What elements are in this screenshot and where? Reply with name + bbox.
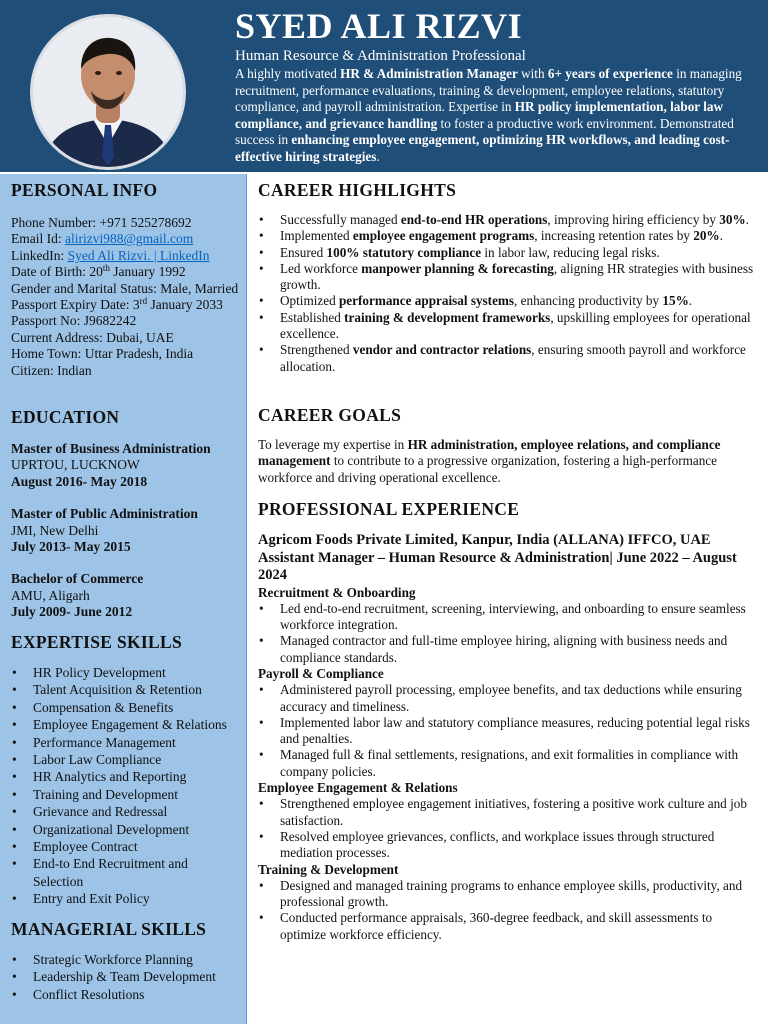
education-degree: Master of Public Administration [11, 506, 198, 522]
experience-bullet: • Resolved employee grievances, conflicts, and workplace issues through structured mediation processes. [258, 829, 756, 862]
dob-text: Date of Birth: 20 [11, 264, 103, 280]
expertise-skill-item: • Training and Development [11, 786, 241, 803]
education-school: AMU, Aligarh [11, 587, 90, 603]
managerial-skill-item: • Conflict Resolutions [11, 986, 241, 1003]
experience-bullet-list [258, 682, 756, 780]
phone-number: Phone Number: +971 525278692 [11, 215, 192, 230]
citizenship: Citizen: Indian [11, 362, 92, 378]
education-degree: Master of Business Administration [11, 441, 211, 456]
experience-bullet: • Administered payroll processing, employee benefits, and tax deductions while ensuring accuracy and timeliness. [258, 682, 756, 715]
experience-bullet-list [258, 878, 756, 943]
experience-bullet: • Managed full & final settlements, resignations, and exit formalities in compliance with company policies. [258, 747, 756, 780]
education-dates: July 2013- May 2015 [11, 539, 131, 555]
education-item [11, 441, 241, 490]
education-degree: Bachelor of Commerce [11, 571, 144, 587]
experience-bullet: • Strengthened employee engagement initiatives, fostering a positive work culture and job satisfaction. [258, 796, 756, 829]
email-label: Email Id: [11, 231, 65, 247]
experience-bullet-list [258, 601, 756, 666]
career-highlight-item: • Successfully managed end-to-end HR operations, improving hiring efficiency by 30%. [258, 212, 756, 228]
passport-expiry-ordinal: rd [139, 296, 148, 307]
career-highlight-item: • Implemented employee engagement programs, increasing retention rates by 20%. [258, 228, 756, 244]
education-dates: July 2009- June 2012 [11, 604, 133, 620]
experience-role: Assistant Manager – Human Resource & Administration| June 2022 – August 2024 [258, 549, 737, 583]
expertise-section [11, 631, 241, 908]
career-highlight-item: • Strengthened vendor and contractor relations, ensuring smooth payroll and workforce allocation. [258, 342, 756, 375]
experience-subsection-heading: Training & Development [258, 861, 399, 877]
sidebar [0, 174, 247, 1024]
experience-subsection-heading: Recruitment & Onboarding [258, 584, 416, 600]
current-address: Current Address: Dubai, UAE [11, 329, 174, 345]
education-dates: August 2016- May 2018 [11, 473, 148, 489]
expertise-skill-item: • Entry and Exit Policy [11, 890, 241, 907]
personal-info-section [11, 179, 241, 379]
experience-bullet: • Conducted performance appraisals, 360-degree feedback, and skill assessments to optimize workforce efficiency. [258, 910, 756, 943]
section-title-professional-experience: PROFESSIONAL EXPERIENCE [258, 499, 520, 519]
career-highlights-section [258, 179, 756, 375]
passport-number: Passport No: J9682242 [11, 313, 137, 329]
passport-expiry-month-year: January 2033 [147, 297, 223, 313]
expertise-skill-item: • HR Policy Development [11, 664, 241, 681]
experience-subsection-heading: Payroll & Compliance [258, 665, 384, 681]
education-school: UPRTOU, LUCKNOW [11, 457, 140, 473]
profile-summary: A highly motivated HR & Administration Manager with 6+ years of experience in managing recruitment, performance evaluations, training & development, employee relations, statutory compliance, and payroll administration. Expertise in HR policy implementation, labor law compliance, and grievance handling to foster a productive work environment. Demonstrated success in enhancing employee engagement, optimizing HR workflows, and leading cost-effective hiring strategies. [235, 66, 742, 164]
expertise-skill-item: • Employee Contract [11, 838, 241, 855]
header-banner [0, 0, 768, 172]
experience-company: Agricom Foods Private Limited, Kanpur, India (ALLANA) IFFCO, UAE [258, 532, 711, 548]
expertise-skill-item: • HR Analytics and Reporting [11, 768, 241, 785]
profile-photo [30, 14, 186, 170]
linkedin-row [11, 248, 241, 264]
passport-expiry [11, 297, 241, 313]
career-highlight-item: • Led workforce manpower planning & forecasting, aligning HR strategies with business growth. [258, 261, 756, 294]
education-item [11, 571, 241, 620]
home-town: Home Town: Uttar Pradesh, India [11, 346, 194, 362]
dob-month-year: January 1992 [109, 264, 186, 280]
experience-bullet: • Designed and managed training programs to enhance employee skills, productivity, and professional growth. [258, 878, 756, 911]
avatar-portrait [33, 17, 183, 167]
managerial-skill-item: • Leadership & Team Development [11, 968, 241, 985]
expertise-skill-item: • Performance Management [11, 734, 241, 751]
education-school: JMI, New Delhi [11, 522, 99, 538]
passport-expiry-text: Passport Expiry Date: 3 [11, 297, 140, 313]
expertise-skill-item: • Employee Engagement & Relations [11, 716, 241, 733]
expertise-skill-item: • Labor Law Compliance [11, 751, 241, 768]
managerial-section [11, 918, 241, 1003]
section-title-education: EDUCATION [11, 407, 120, 427]
career-highlight-item: • Ensured 100% statutory compliance in labor law, reducing legal risks. [258, 245, 756, 261]
experience-bullet: • Implemented labor law and statutory compliance measures, reducing potential legal risks and penalties. [258, 715, 756, 748]
education-item [11, 506, 241, 555]
candidate-name: SYED ALI RIZVI [235, 6, 523, 46]
expertise-skill-item: • Organizational Development [11, 821, 241, 838]
experience-bullet-list [258, 796, 756, 861]
experience-subsection-heading: Employee Engagement & Relations [258, 780, 458, 796]
email-link[interactable]: alirizvi988@gmail.com [65, 231, 194, 247]
expertise-skill-item: • End-to End Recruitment and Selection [11, 855, 241, 890]
gender-marital-status: Gender and Marital Status: Male, Married [11, 280, 239, 296]
expertise-skill-item: • Talent Acquisition & Retention [11, 681, 241, 698]
linkedin-label: LinkedIn: [11, 247, 68, 263]
candidate-title: Human Resource & Administration Professional [235, 48, 526, 64]
expertise-skill-item: • Compensation & Benefits [11, 699, 241, 716]
section-title-career-goals: CAREER GOALS [258, 405, 402, 425]
experience-bullet: • Led end-to-end recruitment, screening, interviewing, and onboarding to ensure seamless workforce integration. [258, 601, 756, 634]
career-highlight-item: • Established training & development frameworks, upskilling employees for operational excellence. [258, 310, 756, 343]
professional-experience-section [258, 498, 756, 943]
career-goals-section [258, 404, 756, 486]
experience-bullet: • Managed contractor and full-time employee hiring, aligning with business needs and compliance standards. [258, 633, 756, 666]
education-section [11, 406, 241, 621]
date-of-birth [11, 264, 241, 280]
linkedin-link[interactable]: Syed Ali Rizvi. | LinkedIn [67, 247, 210, 263]
expertise-skill-item: • Grievance and Redressal [11, 803, 241, 820]
section-title-personal-info: PERSONAL INFO [11, 180, 158, 200]
managerial-skill-item: • Strategic Workforce Planning [11, 951, 241, 968]
section-title-career-highlights: CAREER HIGHLIGHTS [258, 180, 457, 200]
career-goals-text: To leverage my expertise in HR administration, employee relations, and compliance management to contribute to a progressive organization, fostering a high-performance workforce and driving operational excellence. [258, 437, 721, 485]
email-row [11, 231, 241, 247]
career-highlight-item: • Optimized performance appraisal systems, enhancing productivity by 15%. [258, 293, 756, 309]
section-title-expertise: EXPERTISE SKILLS [11, 632, 182, 652]
section-title-managerial: MANAGERIAL SKILLS [11, 919, 207, 939]
dob-ordinal: th [102, 263, 110, 274]
